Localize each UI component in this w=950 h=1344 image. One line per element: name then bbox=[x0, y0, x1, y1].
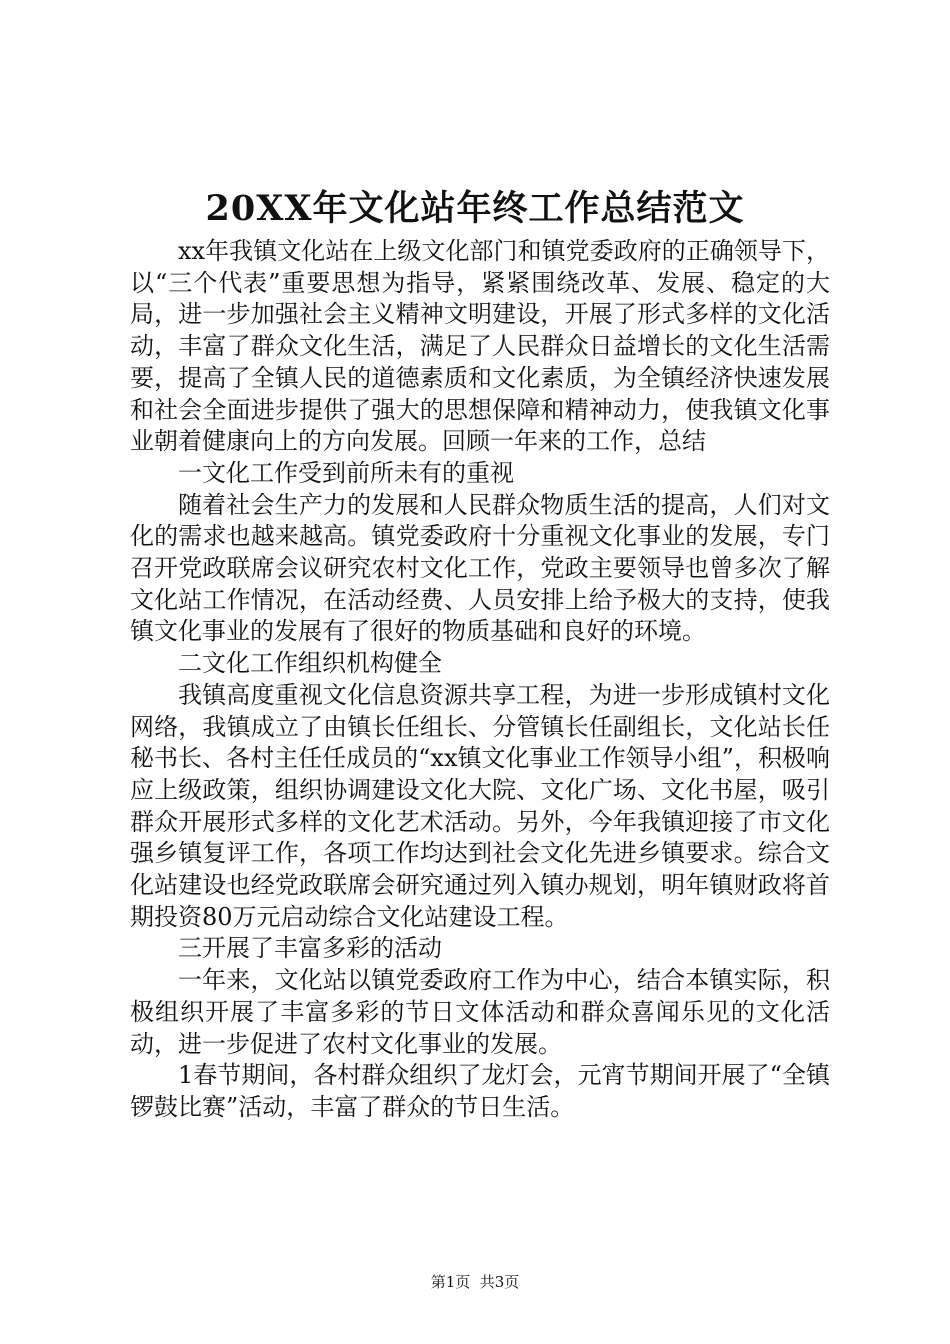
intro-paragraph: xx年我镇文化站在上级文化部门和镇党委政府的正确领导下，以“三个代表”重要思想为指导，紧紧围绕改革、发展、稳定的大局，进一步加强社会主义精神文明建设，开展了形式多样的文化活动，丰富了群众文化生活，满足了人民群众日益增长的文化生活需要，提高了全镇人民的道德素质和文化素质，为全镇经济快速发展和社会全面进步提供了强大的思想保障和精神动力，使我镇文化事业朝着健康向上的方向发展。回顾一年来的工作，总结 bbox=[130, 237, 830, 456]
section-heading-3: 三开展了丰富多彩的活动 bbox=[178, 934, 442, 963]
section-heading-1: 一文化工作受到前所未有的重视 bbox=[178, 458, 514, 487]
document-title: 20XX年文化站年终工作总结范文 bbox=[205, 188, 745, 229]
page-number: 第1页 共3页 bbox=[430, 1273, 520, 1291]
document-body bbox=[130, 236, 830, 1124]
section-heading-2: 二文化工作组织机构健全 bbox=[178, 649, 442, 678]
body-paragraph: 一年来，文化站以镇党委政府工作为中心，结合本镇实际，积极组织开展了丰富多彩的节日文体活动和群众喜闻乐见的文化活动，进一步促进了农村文化事业的发展。 bbox=[130, 966, 830, 1058]
body-paragraph: 我镇高度重视文化信息资源共享工程，为进一步形成镇村文化网络，我镇成立了由镇长任组长、分管镇长任副组长，文化站长任秘书长、各村主任任成员的“xx镇文化事业工作领导小组”，积极响应上级政策，组织协调建设文化大院、文化广场、文化书屋，吸引群众开展形式多样的文化艺术活动。另外，今年我镇迎接了市文化强乡镇复评工作，各项工作均达到社会文化先进乡镇要求。综合文化站建设也经党政联席会研究通过列入镇办规划，明年镇财政将首期投资80万元启动综合文化站建设工程。 bbox=[130, 680, 830, 931]
body-paragraph: 随着社会生产力的发展和人民群众物质生活的提高，人们对文化的需求也越来越高。镇党委政府十分重视文化事业的发展，专门召开党政联席会议研究农村文化工作，党政主要领导也曾多次了解文化站工作情况，在活动经费、人员安排上给予极大的支持，使我镇文化事业的发展有了很好的物质基础和良好的环境。 bbox=[130, 490, 830, 646]
body-paragraph: 1春节期间，各村群众组织了龙灯会，元宵节期间开展了“全镇锣鼓比赛”活动，丰富了群众的节日生活。 bbox=[130, 1061, 830, 1121]
page-footer bbox=[0, 1272, 950, 1292]
